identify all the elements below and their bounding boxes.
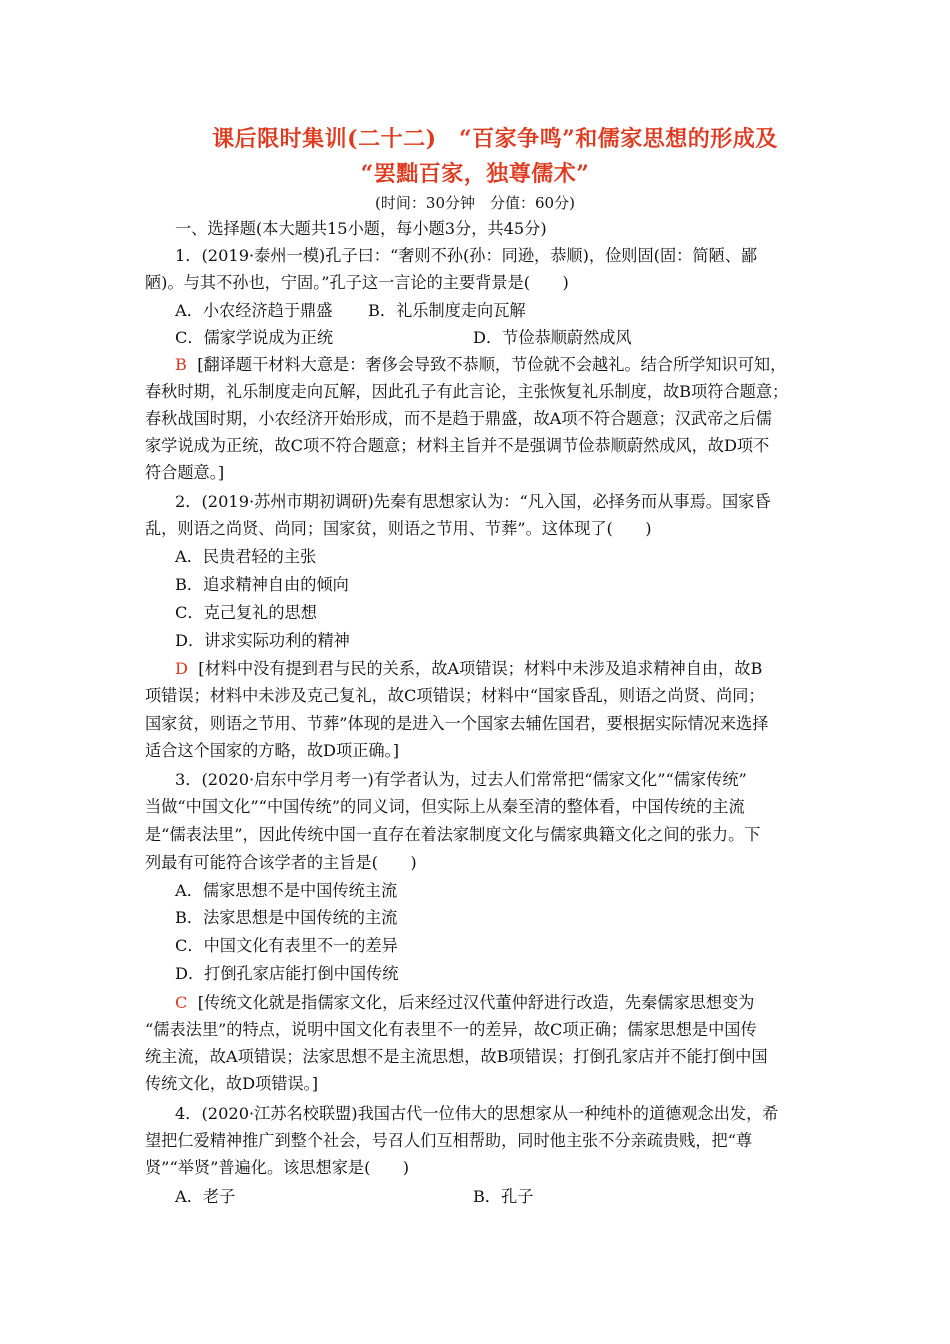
q4-stem-line: 贤”“举贤”普遍化。该思想家是( ) bbox=[145, 1158, 410, 1177]
q1-explanation-line: 春秋战国时期，小农经济开始形成，而不是趋于鼎盛，故A项不符合题意；汉武帝之后儒 bbox=[145, 409, 772, 428]
q1-explanation-text: [翻译题干材料大意是：奢侈会导致不恭顺，节俭就不会越礼。结合所学知识可知， bbox=[197, 355, 787, 374]
page-title-line1: 课后限时集训(二十二) “百家争鸣”和儒家思想的形成及 bbox=[212, 126, 778, 152]
q3-explanation-line: “儒表法里”的特点，说明中国文化有表里不一的差异，故C项正确；儒家思想是中国传 bbox=[145, 1020, 757, 1039]
q3-stem-line: 3．(2020·启东中学月考一)有学者认为，过去人们常常把“儒家文化”“儒家传统” bbox=[175, 770, 747, 789]
q2-explanation-line bbox=[175, 659, 762, 679]
q2-stem-line: 2．(2019·苏州市期初调研)先秦有思想家认为：“凡入国，必择务而从事焉。国家昏 bbox=[175, 492, 771, 511]
q4-stem-line: 4．(2020·江苏名校联盟)我国古代一位伟大的思想家从一种纯朴的道德观念出发，希 bbox=[175, 1104, 779, 1123]
q1-option-a: A．小农经济趋于鼎盛 bbox=[175, 301, 333, 320]
time-score-info: (时间：30分钟 分值：60分) bbox=[375, 194, 575, 212]
q2-stem-line: 乱，则语之尚贤、尚同；国家贫，则语之节用、节葬”。这体现了( ) bbox=[145, 519, 652, 538]
q1-answer: B bbox=[175, 355, 187, 374]
q2-explanation-text: [材料中没有提到君与民的关系，故A项错误；材料中未涉及追求精神自由，故B bbox=[198, 659, 763, 678]
q3-explanation-line bbox=[175, 993, 754, 1013]
q2-explanation-line: 项错误；材料中未涉及克己复礼，故C项错误；材料中“国家昏乱，则语之尚贤、尚同； bbox=[145, 686, 765, 705]
q2-answer: D bbox=[175, 659, 188, 678]
q1-explanation-line: 家学说成为正统，故C项不符合题意；材料主旨并不是强调节俭恭顺蔚然成风，故D项不 bbox=[145, 436, 770, 455]
q2-option-c: C．克己复礼的思想 bbox=[175, 603, 317, 622]
q4-option-a: A．老子 bbox=[175, 1187, 236, 1206]
q1-stem-line: 1．(2019·泰州一模)孔子曰：“奢则不孙(孙：同逊，恭顺)，俭则固(固：简陋、鄙 bbox=[175, 246, 758, 265]
q3-option-a: A．儒家思想不是中国传统主流 bbox=[175, 881, 398, 900]
q4-stem-line: 望把仁爱精神推广到整个社会，号召人们互相帮助，同时他主张不分亲疏贵贱，把“尊 bbox=[145, 1131, 753, 1150]
q3-answer: C bbox=[175, 993, 188, 1012]
q3-stem-line: 列最有可能符合该学者的主旨是( ) bbox=[145, 853, 417, 872]
section-heading: 一、选择题(本大题共15小题，每小题3分，共45分) bbox=[175, 219, 547, 238]
q2-option-a: A．民贵君轻的主张 bbox=[175, 547, 317, 566]
q3-stem-line: 当做“中国文化”“中国传统”的同义词，但实际上从秦至清的整体看，中国传统的主流 bbox=[145, 797, 745, 816]
q1-option-c: C．儒家学说成为正统 bbox=[175, 328, 334, 347]
q1-stem-line: 陋)。与其不孙也，宁固。”孔子这一言论的主要背景是( ) bbox=[145, 273, 569, 292]
q2-explanation-line: 适合这个国家的方略，故D项正确。] bbox=[145, 741, 400, 760]
q3-option-d: D．打倒孔家店能打倒中国传统 bbox=[175, 964, 399, 983]
q1-explanation-line: 符合题意。] bbox=[145, 463, 225, 482]
q1-explanation-line: 春秋时期，礼乐制度走向瓦解，因此孔子有此言论，主张恢复礼乐制度，故B项符合题意； bbox=[145, 382, 789, 401]
page-title-line2: “罢黜百家，独尊儒术” bbox=[360, 161, 590, 187]
q2-option-d: D．讲求实际功利的精神 bbox=[175, 631, 350, 650]
q1-option-d: D．节俭恭顺蔚然成风 bbox=[473, 328, 632, 347]
q1-option-b: B．礼乐制度走向瓦解 bbox=[368, 301, 526, 320]
q3-stem-line: 是“儒表法里”，因此传统中国一直存在着法家制度文化与儒家典籍文化之间的张力。下 bbox=[145, 825, 761, 844]
q2-option-b: B．追求精神自由的倾向 bbox=[175, 575, 349, 594]
q2-explanation-line: 国家贫，则语之节用、节葬”体现的是进入一个国家去辅佐国君，要根据实际情况来选择 bbox=[145, 714, 769, 733]
q3-option-b: B．法家思想是中国传统的主流 bbox=[175, 908, 398, 927]
q3-explanation-line: 统主流，故A项错误；法家思想不是主流思想，故B项错误；打倒孔家店并不能打倒中国 bbox=[145, 1047, 768, 1066]
q3-explanation-line: 传统文化，故D项错误。] bbox=[145, 1074, 319, 1093]
q4-option-b: B．孔子 bbox=[473, 1187, 534, 1206]
q3-explanation-text: [传统文化就是指儒家文化，后来经过汉代董仲舒进行改造，先秦儒家思想变为 bbox=[197, 993, 755, 1012]
q1-explanation-line bbox=[175, 355, 786, 375]
q3-option-c: C．中国文化有表里不一的差异 bbox=[175, 936, 398, 955]
